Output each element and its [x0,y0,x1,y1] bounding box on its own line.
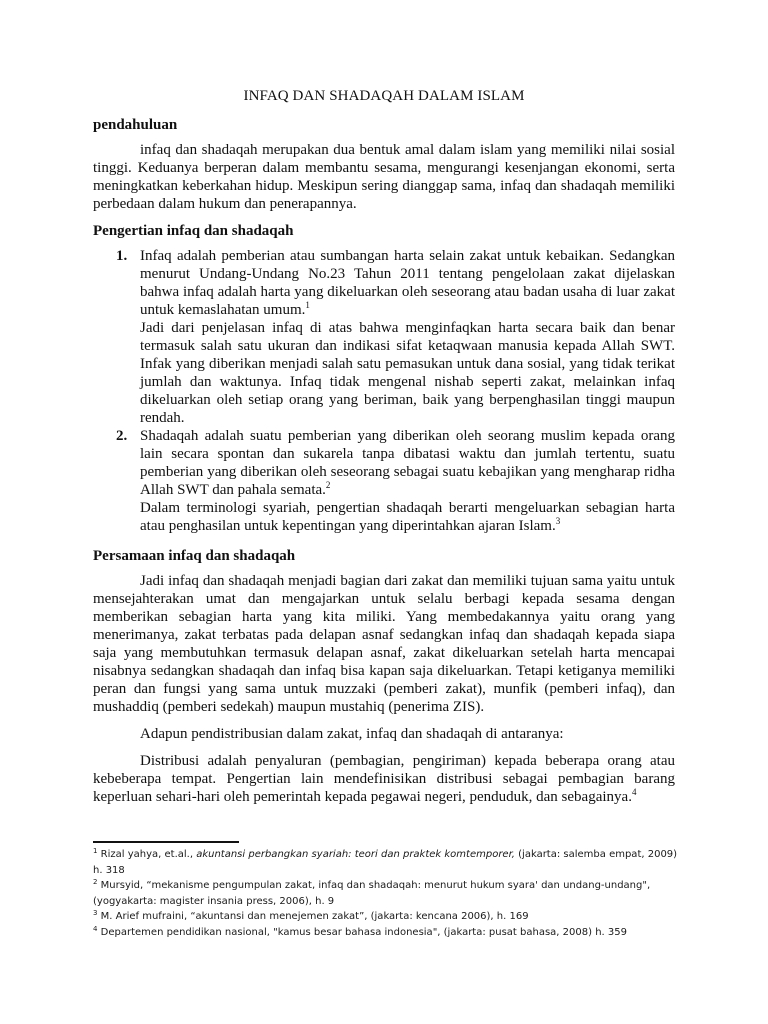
distribution-text: Distribusi adalah penyaluran (pembagian, pengiriman) kepada beberapa orang atau kebeberapa tempat. Pengertian lain mendefinisikan distribusi sebagai pembagian barang keperluan sehari-hari oleh pemerintah kepada pegawai negeri, penduduk, dan sebagainya. [93,753,675,805]
footnote-ref[interactable]: 3 [555,516,561,526]
footnote-number: 2 [93,878,98,886]
document-body [93,116,675,815]
list-item-continuation [140,499,675,535]
footnote-number: 1 [93,847,98,855]
footnote-text: Rizal yahya, et.al., [100,849,197,860]
distribution-paragraph [93,752,675,806]
definition-list [93,247,675,535]
footnotes [93,847,683,940]
list-item-infaq [116,247,675,427]
footnote-ref[interactable]: 1 [305,300,310,310]
footnote-text: M. Arief mufraini, “akuntansi dan menejemen zakat”, (jakarta: kencana 2006), h. 169 [100,911,529,922]
list-item-continuation: Jadi dari penjelasan infaq di atas bahwa menginfaqkan harta secara baik dan benar termasuk salah satu ukuran dan indikasi sifat ketaqwaan manusia kepada Allah SWT. Infak yang diberikan menjadi salah satu pemasukan untuk dana sosial, yang tidak terikat jumlah dan waktunya. Infaq tidak mengenal nishab seperti zakat, melainkan infaq dikeluarkan oleh setiap orang yang beriman, baik yang berpenghasilan tinggi maupun rendah. [140,320,675,426]
footnote-text: Departemen pendidikan nasional, "kamus besar bahasa indonesia", (jakarta: pusat bahasa, 2008) h. 359 [100,926,627,938]
intro-heading: pendahuluan [93,117,178,133]
footnote-4 [93,925,683,941]
document-title: INFAQ DAN SHADAQAH DALAM ISLAM [243,88,525,104]
intro-paragraph: infaq dan shadaqah merupakan dua bentuk amal dalam islam yang memiliki nilai sosial tinggi. Keduanya berperan dalam membantu sesama, mengurangi kesenjangan ekonomi, serta meningkatkan keberkahan hidup. Meskipun sering dianggap sama, infaq dan shadaqah memiliki perbedaan dalam hukum dan penerapannya. [93,142,675,212]
similarity-paragraph: Jadi infaq dan shadaqah menjadi bagian dari zakat dan memiliki tujuan sama yaitu untuk mensejahterakan umat dan mengajarkan untuk selalu berbagi kepada sesama dengan memberikan sebagian harta yang kita miliki. Yang membedakannya yaitu orang yang menerimanya, zakat terbatas pada delapan asnaf sedangkan infaq dan shadaqah kepada siapa saja yang membutuhkan termasuk delapan asnaf, zakat dikeluarkan setelah harta mencapai nisabnya sedangkan shadaqah dan infaq bisa kapan saja dikeluarkan. Tetapi ketiganya memiliki peran dan fungsi yang sama untuk muzzaki (pemberi zakat), munfik (pemberi infaq), dan mushaddiq (pemberi sedekah) maupun mustahiq (penerima ZIS). [93,573,675,715]
definition-heading: Pengertian infaq dan shadaqah [93,223,294,239]
footnote-text-after: (jakarta: salemba empat, 2009) h. 318 [93,849,678,876]
list-item-text: Infaq adalah pemberian atau sumbangan harta selain zakat untuk kebaikan. Sedangkan menurut Undang-Undang No.23 Tahun 2011 tentang pengelolaan zakat dijelaskan bahwa infaq adalah harta yang dikeluarkan oleh seseorang atau badan usaha di luar zakat untuk kemaslahatan umum. [140,248,675,318]
distribution-intro-paragraph: Adapun pendistribusian dalam zakat, infaq dan shadaqah di antaranya: [140,726,564,742]
footnote-number: 3 [93,909,98,917]
footnote-1 [93,847,683,878]
list-item-text: Shadaqah adalah suatu pemberian yang diberikan oleh seorang muslim kepada orang lain secara spontan dan sukarela tanpa dibatasi waktu dan jumlah tertentu, suatu pemberian yang diberikan oleh seseorang sebagai suatu kebajikan yang mengharap ridha Allah SWT dan pahala semata. [140,428,675,498]
footnote-separator [93,841,239,843]
list-number: 2. [116,428,128,444]
footnote-ref[interactable]: 4 [631,787,637,797]
footnote-2 [93,878,683,909]
continuation-text: Dalam terminologi syariah, pengertian shadaqah berarti mengeluarkan sebagian harta atau penghasilan untuk kepentingan yang diperintahkan ajaran Islam. [140,500,675,534]
footnote-title: akuntansi perbangkan syariah: teori dan praktek komtemporer, [196,849,515,860]
footnote-ref[interactable]: 2 [325,480,331,490]
similarity-heading: Persamaan infaq dan shadaqah [93,548,296,564]
footnote-3 [93,909,683,925]
list-number: 1. [116,248,128,264]
footnote-number: 4 [93,924,98,933]
list-item-shadaqah [116,427,675,535]
footnote-text: Mursyid, “mekanisme pengumpulan zakat, infaq dan shadaqah: menurut hukum syara' dan undang-undang", (yogyakarta: magister insania press, 2006), h. 9 [93,880,651,907]
